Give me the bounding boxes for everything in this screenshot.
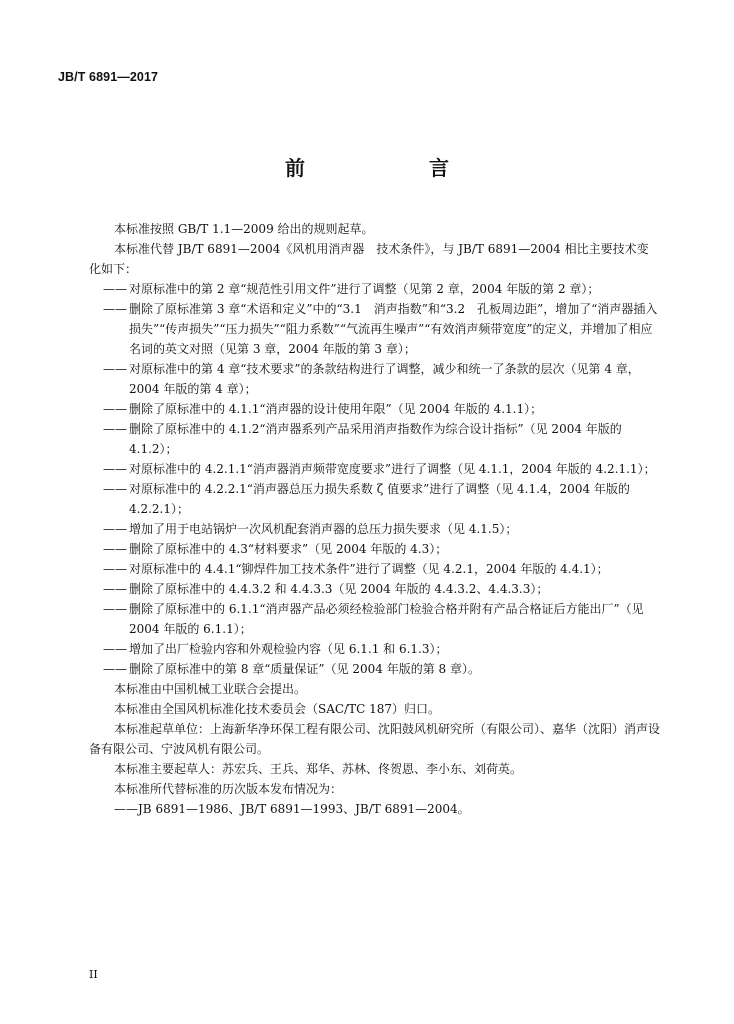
dash-marker: —— <box>103 522 127 536</box>
list-item <box>103 639 660 659</box>
list-item-text: 增加了出厂检验内容和外观检验内容（见 6.1.1 和 6.1.3）； <box>129 642 448 656</box>
paragraph-drafting-units: 本标准起草单位：上海新华净环保工程有限公司、沈阳鼓风机研究所（有限公司）、嘉华（沈阳）消声设备有限公司、宁波风机有限公司。 <box>89 722 661 756</box>
foreword-body <box>0 219 734 819</box>
list-item <box>103 519 660 539</box>
list-item-text: 对原标准中的 4.2.1.1“消声器消声频带宽度要求”进行了调整（见 4.1.1，2004 年版的 4.2.1.1）； <box>129 462 656 476</box>
list-item-text: 对原标准中的 4.4.1“铆焊件加工技术条件”进行了调整（见 4.2.1，2004 年版的 4.4.1）； <box>129 562 609 576</box>
dash-marker: —— <box>114 802 138 816</box>
list-item <box>103 359 660 399</box>
list-item <box>103 659 660 679</box>
list-item <box>103 599 660 639</box>
dash-marker: —— <box>103 542 127 556</box>
page-number: II <box>89 968 98 981</box>
dash-marker: —— <box>103 402 127 416</box>
changes-list <box>0 279 734 679</box>
list-item-text: 对原标准中的第 2 章“规范性引用文件”进行了调整（见第 2 章，2004 年版的第 2 章）； <box>129 282 600 296</box>
list-item <box>103 399 660 419</box>
page-title: 前 言 <box>285 156 477 180</box>
list-item-text: 删除了原标准第 3 章“术语和定义”中的“3.1 消声指数”和“3.2 孔板周边距”，增加了“消声器插入损失”“传声损失”“压力损失”“阻力系数”“气流再生噪声”“有效消声频带宽度”的定义，并增加了相应名词的英文对照（见第 3 章，2004 年版的第 3 章）； <box>129 302 658 356</box>
list-item-text: 删除了原标准中的 4.1.2“消声器系列产品采用消声指数作为综合设计指标”（见 2004 年版的 4.1.2）； <box>129 422 622 456</box>
list-item-text: 对原标准中的第 4 章“技术要求”的条款结构进行了调整，减少和统一了条款的层次（见第 4 章，2004 年版的第 4 章）； <box>129 362 640 396</box>
list-item-text: 增加了用于电站锅炉一次风机配套消声器的总压力损失要求（见 4.1.5）； <box>129 522 518 536</box>
dash-marker: —— <box>103 602 127 616</box>
paragraph-drafters: 本标准主要起草人：苏宏兵、王兵、郑华、苏林、佟贺恩、李小东、刘荷英。 <box>114 762 523 776</box>
paragraph-drafting-rule: 本标准按照 GB/T 1.1—2009 给出的规则起草。 <box>114 222 374 236</box>
dash-marker: —— <box>103 422 127 436</box>
list-item <box>103 539 660 559</box>
paragraph-replacement: 本标准代替 JB/T 6891—2004《风机用消声器 技术条件》，与 JB/T 6891—2004 相比主要技术变化如下： <box>89 242 649 276</box>
dash-marker: —— <box>103 562 127 576</box>
list-item <box>103 459 660 479</box>
dash-marker: —— <box>103 462 127 476</box>
list-item <box>103 299 660 359</box>
dash-marker: —— <box>103 302 127 316</box>
dash-marker: —— <box>103 362 127 376</box>
dash-marker: —— <box>103 642 127 656</box>
paragraph-history-intro: 本标准所代替标准的历次版本发布情况为： <box>114 782 343 796</box>
dash-marker: —— <box>103 662 127 676</box>
list-item-text: 删除了原标准中的 6.1.1“消声器产品必须经检验部门检验合格并附有产品合格证后方能出厂”（见 2004 年版的 6.1.1）； <box>129 602 644 636</box>
paragraph-proposer: 本标准由中国机械工业联合会提出。 <box>114 682 307 696</box>
paragraph-committee: 本标准由全国风机标准化技术委员会（SAC/TC 187）归口。 <box>114 702 441 716</box>
list-item <box>103 279 660 299</box>
list-item-text: 对原标准中的 4.2.2.1“消声器总压力损失系数 ζ 值要求”进行了调整（见 4.1.4，2004 年版的 4.2.2.1）； <box>129 482 630 516</box>
dash-marker: —— <box>103 582 127 596</box>
list-item-text: 删除了原标准中的 4.4.3.2 和 4.4.3.3（见 2004 年版的 4.4.3.2、4.4.3.3）； <box>129 582 549 596</box>
history-text: JB 6891—1986、JB/T 6891—1993、JB/T 6891—2004。 <box>138 802 470 816</box>
list-item-text: 删除了原标准中的 4.1.1“消声器的设计使用年限”（见 2004 年版的 4.1.1）； <box>129 402 543 416</box>
list-item <box>103 479 660 519</box>
list-item <box>103 419 660 459</box>
list-item <box>103 579 660 599</box>
list-item-text: 删除了原标准中的 4.3“材料要求”（见 2004 年版的 4.3）； <box>129 542 448 556</box>
dash-marker: —— <box>103 282 127 296</box>
standard-code: JB/T 6891—2017 <box>58 70 159 84</box>
dash-marker: —— <box>103 482 127 496</box>
list-item <box>103 559 660 579</box>
history-item <box>114 799 660 819</box>
list-item-text: 删除了原标准中的第 8 章“质量保证”（见 2004 年版的第 8 章）。 <box>129 662 480 676</box>
